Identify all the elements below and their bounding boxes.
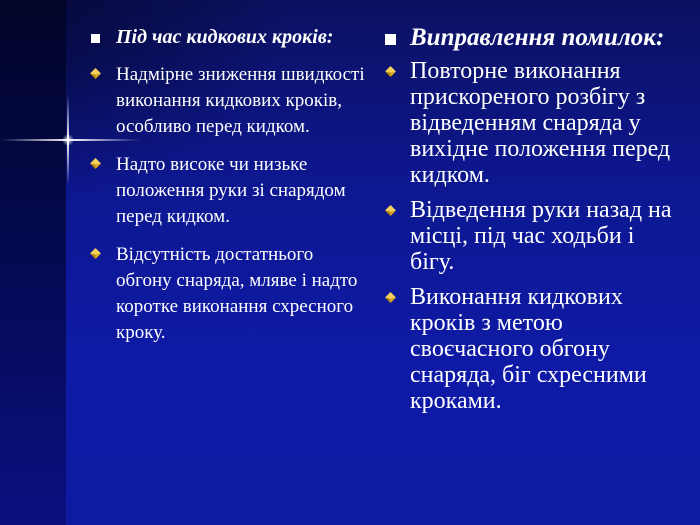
list-item-text: Відсутність достатнього обгону снаряда, мляве і надто коротке виконання схресного кроку. (116, 244, 358, 343)
errors-list (88, 24, 366, 346)
left-heading (88, 24, 366, 51)
diamond-pin-bullet-icon (90, 68, 101, 79)
right-column (384, 24, 684, 423)
left-column (88, 24, 366, 358)
list-item (384, 58, 684, 188)
diamond-pin-bullet-icon (90, 158, 101, 169)
list-item-text: Повторне виконання прискореного розбігу з відведенням снаряда у вихідне положення перед кидком. (410, 58, 671, 188)
list-item (88, 152, 366, 230)
right-heading-text: Виправлення помилок: (410, 24, 665, 51)
list-item (88, 242, 366, 346)
square-bullet-icon (91, 34, 100, 43)
list-item (88, 62, 366, 140)
right-heading (384, 24, 684, 51)
list-item (384, 197, 684, 275)
square-bullet-icon (385, 34, 396, 45)
corrections-list (384, 24, 684, 414)
diamond-pin-bullet-icon (385, 292, 396, 303)
list-item (384, 284, 684, 414)
diamond-pin-bullet-icon (90, 248, 101, 259)
diamond-pin-bullet-icon (385, 205, 396, 216)
list-item-text: Відведення руки назад на місці, під час ходьби і бігу. (410, 197, 672, 275)
diamond-pin-bullet-icon (385, 66, 396, 77)
dark-left-strip (0, 0, 66, 525)
left-heading-text: Під час кидкових кроків: (116, 26, 334, 48)
list-item-text: Виконання кидкових кроків з метою своєчасного обгону снаряда, біг схресними кроками. (410, 284, 647, 414)
list-item-text: Надто високе чи низьке положення руки зі снарядом перед кидком. (116, 154, 346, 227)
list-item-text: Надмірне зниження швидкості виконання кидкових кроків, особливо перед кидком. (116, 64, 365, 137)
